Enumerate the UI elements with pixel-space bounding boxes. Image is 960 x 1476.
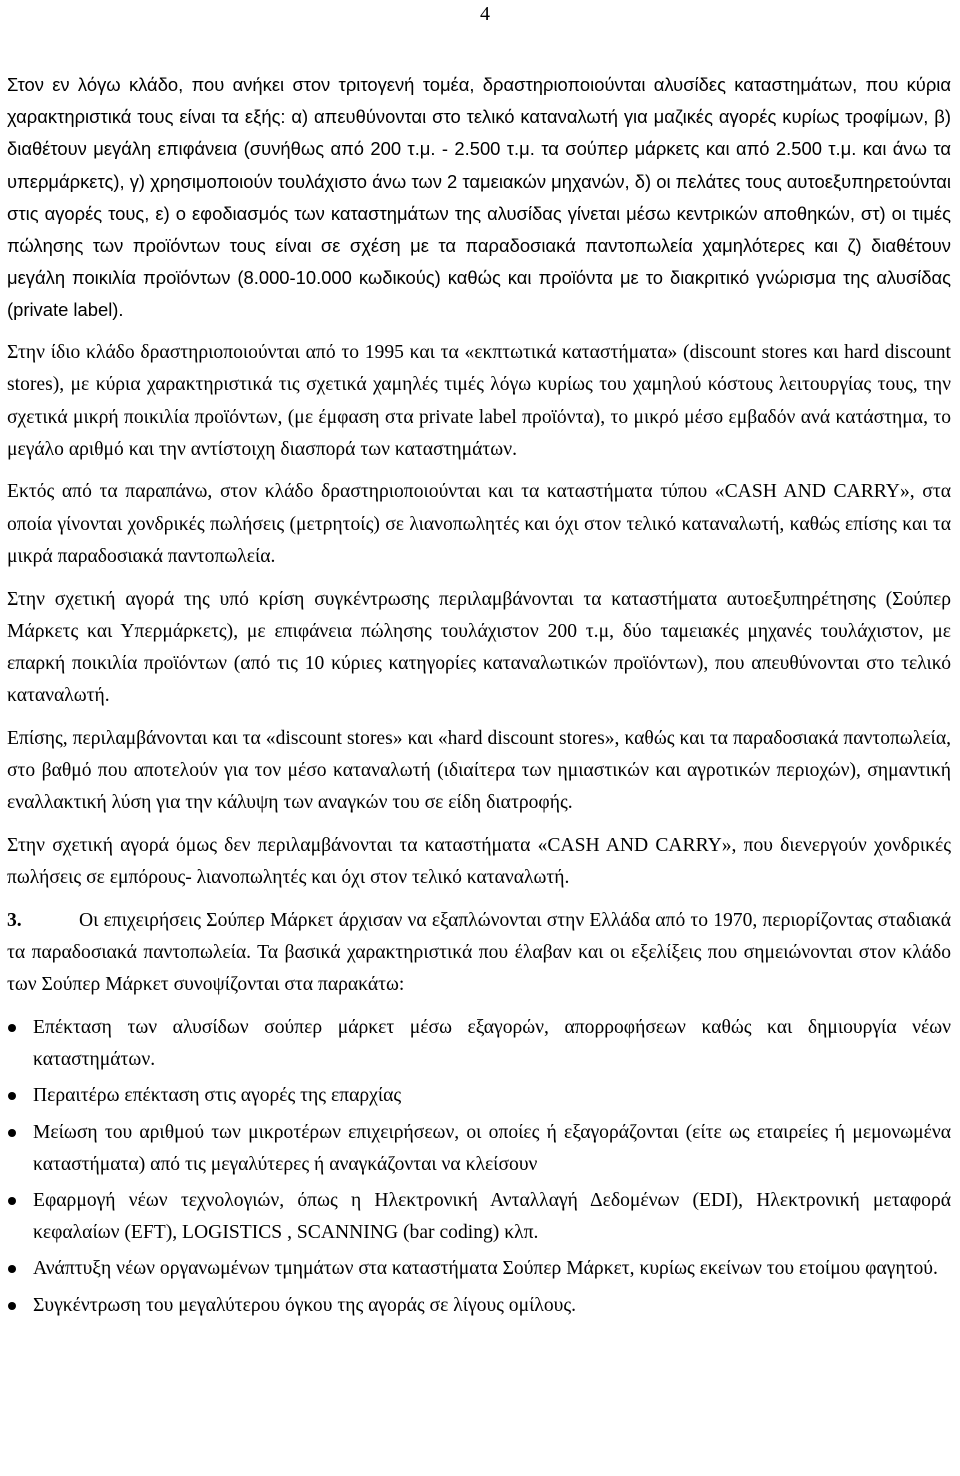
list-item: Ανάπτυξη νέων οργανωμένων τμημάτων στα καταστήματα Σούπερ Μάρκετ, κυρίως εκείνων του ετοίμου φαγητού. <box>7 1253 951 1285</box>
document-body <box>7 69 951 1326</box>
bullet-icon <box>8 1092 16 1100</box>
bullet-icon <box>8 1024 16 1032</box>
bullet-icon <box>8 1302 16 1310</box>
bullet-icon <box>8 1129 16 1137</box>
page-number: 4 <box>480 3 490 25</box>
section-number: 3. <box>7 909 22 931</box>
paragraph-2: Στην ίδιο κλάδο δραστηριοποιούνται από το 1995 και τα «εκπτωτικά καταστήματα» (discount stores και hard discount stores), με κύρια χαρακτηριστικά τις σχετικά χαμηλές τιμές λόγω κυρίως του χαμηλού κόστους λειτουργίας τους, την σχετικά μικρή ποικιλία προϊόντων, (με έμφαση στα private label προϊόντα), το μικρό μέσο εμβαδόν ανά κατάστημα, το μεγάλο αριθμό και την αντίστοιχη διασπορά των καταστημάτων. <box>7 342 951 460</box>
paragraph-6: Στην σχετική αγορά όμως δεν περιλαμβάνονται τα καταστήματα «CASH AND CARRY», που διενεργούν χονδρικές πωλήσεις σε εμπόρους- λιανοπωλητές και όχι στον τελικό καταναλωτή. <box>7 834 951 889</box>
section-3-paragraph <box>7 905 951 1002</box>
paragraph-1: Στον εν λόγω κλάδο, που ανήκει στον τριτογενή τομέα, δραστηριοποιούνται αλυσίδες καταστημάτων, που κύρια χαρακτηριστικά τους είναι τα εξής: α) απευθύνονται στο τελικό καταναλωτή για μαζικές αγορές κυρίως τροφίμων, β) διαθέτουν μεγάλη επιφάνεια (συνήθως από 200 τ.μ. - 2.500 τ.μ. τα σούπερ μάρκετς και από 2.500 τ.μ. και άνω τα υπερμάρκετς), γ) χρησιμοποιούν τουλάχιστο άνω των 2 ταμειακών μηχανών, δ) οι πελάτες τους αυτοεξυπηρετούνται στις αγορές τους, ε) ο εφοδιασμός των καταστημάτων της αλυσίδας γίνεται μέσω κεντρικών αποθηκών, στ) οι τιμές πώλησης των προϊόντων τους είναι σε σχέση με τα παραδοσιακά παντοπωλεία χαμηλότερες και ζ) διαθέτουν μεγάλη ποικιλία προϊόντων (8.000-10.000 κωδικούς) καθώς και προϊόντα με το διακριτικό γνώρισμα της αλυσίδας (private label). <box>7 74 951 321</box>
bullet-icon <box>8 1265 16 1273</box>
list-item: Επέκταση των αλυσίδων σούπερ μάρκετ μέσω εξαγορών, απορροφήσεων καθώς και δημιουργία νέων καταστημάτων. <box>7 1012 951 1076</box>
paragraph-4: Στην σχετική αγορά της υπό κρίση συγκέντρωσης περιλαμβάνονται τα καταστήματα αυτοεξυπηρέτησης (Σούπερ Μάρκετς και Υπερμάρκετς), με επιφάνεια πώλησης τουλάχιστον 200 τ.μ, δύο ταμειακές μηχανές τουλάχιστον, με επαρκή ποικιλία προϊόντων (από τις 10 κύριες κατηγορίες καταναλωτικών προϊόντων), που απευθύνονται στο τελικό καταναλωτή. <box>7 588 951 707</box>
section-text: Οι επιχειρήσεις Σούπερ Μάρκετ άρχισαν να εξαπλώνονται στην Ελλάδα από το 1970, περιορίζοντας σταδιακά τα παραδοσιακά παντοπωλεία. Τα βασικά χαρακτηριστικά που έλαβαν και οι εξελίξεις που σημειώνονται στον κλάδο των Σούπερ Μάρκετ συνοψίζονται στα παρακάτω: <box>7 909 951 996</box>
bullet-icon <box>8 1197 16 1205</box>
list-item: Μείωση του αριθμού των μικροτέρων επιχειρήσεων, οι οποίες ή εξαγοράζονται (είτε ως εταιρείες ή μεμονωμένα καταστήματα) από τις μεγαλύτερες ή αναγκάζονται να κλείσουν <box>7 1117 951 1181</box>
list-item: Συγκέντρωση του μεγαλύτερου όγκου της αγοράς σε λίγους ομίλους. <box>7 1290 951 1322</box>
list-item: Εφαρμογή νέων τεχνολογιών, όπως η Ηλεκτρονική Ανταλλαγή Δεδομένων (EDI), Ηλεκτρονική μεταφορά κεφαλαίων (EFT), LOGISTICS , SCANNING (bar coding) κλπ. <box>7 1185 951 1249</box>
paragraph-3: Εκτός από τα παραπάνω, στον κλάδο δραστηριοποιούνται και τα καταστήματα τύπου «CASH AND CARRY», στα οποία γίνονται χονδρικές πωλήσεις (μετρητοίς) σε λιανοπωλητές και όχι στον τελικό καταναλωτή, καθώς επίσης και τα μικρά παραδοσιακά παντοπωλεία. <box>7 481 951 567</box>
paragraph-5: Επίσης, περιλαμβάνονται και τα «discount stores» και «hard discount stores», καθώς και τα παραδοσιακά παντοπωλεία, στο βαθμό που αποτελούν για τον μέσο καταναλωτή (ιδιαίτερα των ημιαστικών και αγροτικών περιοχών), σημαντική εναλλακτική λύση για την κάλυψη των αναγκών του σε είδη διατροφής. <box>7 727 951 814</box>
list-item: Περαιτέρω επέκταση στις αγορές της επαρχίας <box>7 1080 951 1112</box>
bullet-list <box>7 1012 951 1322</box>
